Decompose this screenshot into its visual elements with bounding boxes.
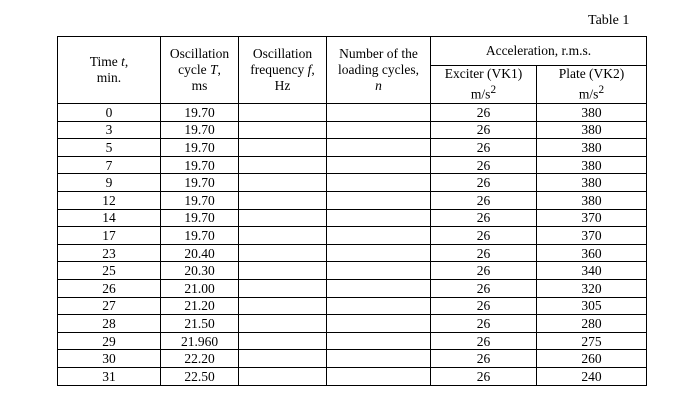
header-plate-label: Plate (VK2) xyxy=(558,66,625,82)
table-row xyxy=(58,191,647,209)
cell-cycle: 21.20 xyxy=(161,297,239,315)
cell-loading-cycles xyxy=(327,156,431,174)
cell-exciter: 26 xyxy=(431,121,537,139)
cell-cycle: 22.20 xyxy=(161,350,239,368)
header-plate-unit: m/s xyxy=(578,86,599,102)
cell-exciter: 26 xyxy=(431,174,537,192)
table-row xyxy=(58,156,647,174)
cell-plate: 370 xyxy=(537,209,647,227)
cell-loading-cycles xyxy=(327,367,431,385)
cell-time: 23 xyxy=(58,244,161,262)
header-exciter-label: Exciter (VK1) xyxy=(444,66,523,82)
table-row xyxy=(58,262,647,280)
cell-plate: 275 xyxy=(537,332,647,350)
cell-exciter: 26 xyxy=(431,297,537,315)
cell-time: 27 xyxy=(58,297,161,315)
cell-time: 7 xyxy=(58,156,161,174)
header-loading-symbol: n xyxy=(375,78,382,93)
cell-frequency xyxy=(239,297,327,315)
cell-cycle: 19.70 xyxy=(161,121,239,139)
cell-cycle: 20.30 xyxy=(161,262,239,280)
header-cycle: Oscillation cycle T, ms xyxy=(161,37,239,104)
cell-loading-cycles xyxy=(327,262,431,280)
cell-frequency xyxy=(239,262,327,280)
header-exciter-unit: m/s xyxy=(470,86,491,102)
cell-plate: 380 xyxy=(537,174,647,192)
cell-loading-cycles xyxy=(327,279,431,297)
table-row xyxy=(58,244,647,262)
cell-plate: 320 xyxy=(537,279,647,297)
cell-loading-cycles xyxy=(327,191,431,209)
cell-plate: 305 xyxy=(537,297,647,315)
header-time-label: Time xyxy=(89,54,118,69)
table-row xyxy=(58,367,647,385)
cell-exciter: 26 xyxy=(431,227,537,245)
table-row xyxy=(58,350,647,368)
cell-plate: 360 xyxy=(537,244,647,262)
cell-frequency xyxy=(239,315,327,333)
cell-cycle: 19.70 xyxy=(161,227,239,245)
cell-loading-cycles xyxy=(327,104,431,122)
table-row xyxy=(58,332,647,350)
cell-plate: 380 xyxy=(537,121,647,139)
cell-loading-cycles xyxy=(327,350,431,368)
cell-time: 14 xyxy=(58,209,161,227)
cell-time: 25 xyxy=(58,262,161,280)
cell-time: 28 xyxy=(58,315,161,333)
cell-exciter: 26 xyxy=(431,244,537,262)
header-frequency-symbol: f xyxy=(307,62,312,77)
cell-plate: 240 xyxy=(537,367,647,385)
header-plate xyxy=(537,66,647,104)
table-row xyxy=(58,315,647,333)
cell-cycle: 22.50 xyxy=(161,367,239,385)
cell-cycle: 19.70 xyxy=(161,104,239,122)
cell-exciter: 26 xyxy=(431,104,537,122)
cell-plate: 380 xyxy=(537,139,647,157)
data-table xyxy=(57,36,647,386)
header-acceleration: Acceleration, r.m.s. xyxy=(431,37,647,66)
cell-time: 30 xyxy=(58,350,161,368)
cell-exciter: 26 xyxy=(431,139,537,157)
cell-exciter: 26 xyxy=(431,332,537,350)
cell-frequency xyxy=(239,350,327,368)
cell-frequency xyxy=(239,332,327,350)
cell-exciter: 26 xyxy=(431,156,537,174)
cell-frequency xyxy=(239,209,327,227)
cell-cycle: 20.40 xyxy=(161,244,239,262)
cell-plate: 380 xyxy=(537,156,647,174)
cell-plate: 380 xyxy=(537,104,647,122)
cell-loading-cycles xyxy=(327,209,431,227)
table-row xyxy=(58,104,647,122)
table-caption: Table 1 xyxy=(588,13,630,28)
cell-plate: 340 xyxy=(537,262,647,280)
cell-time: 5 xyxy=(58,139,161,157)
cell-plate: 380 xyxy=(537,191,647,209)
header-cycle-label: Oscillation cycle xyxy=(169,46,230,77)
cell-frequency xyxy=(239,244,327,262)
cell-loading-cycles xyxy=(327,174,431,192)
cell-time: 31 xyxy=(58,367,161,385)
table-row xyxy=(58,297,647,315)
cell-cycle: 21.960 xyxy=(161,332,239,350)
table-row xyxy=(58,174,647,192)
cell-time: 29 xyxy=(58,332,161,350)
header-cycle-unit: ms xyxy=(191,78,208,93)
header-exciter-unit-exponent: 2 xyxy=(490,84,497,97)
cell-loading-cycles xyxy=(327,139,431,157)
table-row xyxy=(58,139,647,157)
cell-time: 26 xyxy=(58,279,161,297)
cell-cycle: 19.70 xyxy=(161,174,239,192)
cell-time: 9 xyxy=(58,174,161,192)
cell-frequency xyxy=(239,121,327,139)
header-time-symbol: t xyxy=(121,54,125,69)
cell-plate: 280 xyxy=(537,315,647,333)
table-row xyxy=(58,121,647,139)
cell-loading-cycles xyxy=(327,315,431,333)
cell-frequency xyxy=(239,279,327,297)
cell-plate: 370 xyxy=(537,227,647,245)
cell-loading-cycles xyxy=(327,227,431,245)
header-time: Time t, min. xyxy=(58,37,161,104)
table-body xyxy=(58,104,647,386)
cell-cycle: 21.50 xyxy=(161,315,239,333)
cell-cycle: 19.70 xyxy=(161,139,239,157)
cell-exciter: 26 xyxy=(431,191,537,209)
cell-frequency xyxy=(239,139,327,157)
cell-cycle: 21.00 xyxy=(161,279,239,297)
header-plate-unit-exponent: 2 xyxy=(598,84,605,97)
header-frequency-label: Oscillation frequency xyxy=(250,46,313,77)
header-exciter xyxy=(431,66,537,104)
cell-time: 3 xyxy=(58,121,161,139)
cell-loading-cycles xyxy=(327,297,431,315)
cell-time: 17 xyxy=(58,227,161,245)
cell-loading-cycles xyxy=(327,121,431,139)
table-row xyxy=(58,279,647,297)
cell-frequency xyxy=(239,227,327,245)
cell-cycle: 19.70 xyxy=(161,156,239,174)
header-frequency-unit: Hz xyxy=(274,78,291,93)
table-row xyxy=(58,209,647,227)
cell-time: 12 xyxy=(58,191,161,209)
cell-loading-cycles xyxy=(327,332,431,350)
cell-cycle: 19.70 xyxy=(161,191,239,209)
header-frequency: Oscillation frequency f, Hz xyxy=(239,37,327,104)
cell-frequency xyxy=(239,191,327,209)
cell-plate: 260 xyxy=(537,350,647,368)
cell-exciter: 26 xyxy=(431,315,537,333)
cell-exciter: 26 xyxy=(431,367,537,385)
cell-cycle: 19.70 xyxy=(161,209,239,227)
header-time-unit: min. xyxy=(96,70,122,85)
cell-frequency xyxy=(239,156,327,174)
cell-exciter: 26 xyxy=(431,262,537,280)
header-cycle-symbol: T xyxy=(209,62,218,77)
cell-exciter: 26 xyxy=(431,350,537,368)
cell-exciter: 26 xyxy=(431,209,537,227)
header-loading-cycles xyxy=(327,37,431,104)
cell-time: 0 xyxy=(58,104,161,122)
cell-loading-cycles xyxy=(327,244,431,262)
table-row xyxy=(58,227,647,245)
header-loading-label: Number of the loading cycles, xyxy=(338,46,419,77)
cell-frequency xyxy=(239,174,327,192)
cell-exciter: 26 xyxy=(431,279,537,297)
cell-frequency xyxy=(239,104,327,122)
cell-frequency xyxy=(239,367,327,385)
